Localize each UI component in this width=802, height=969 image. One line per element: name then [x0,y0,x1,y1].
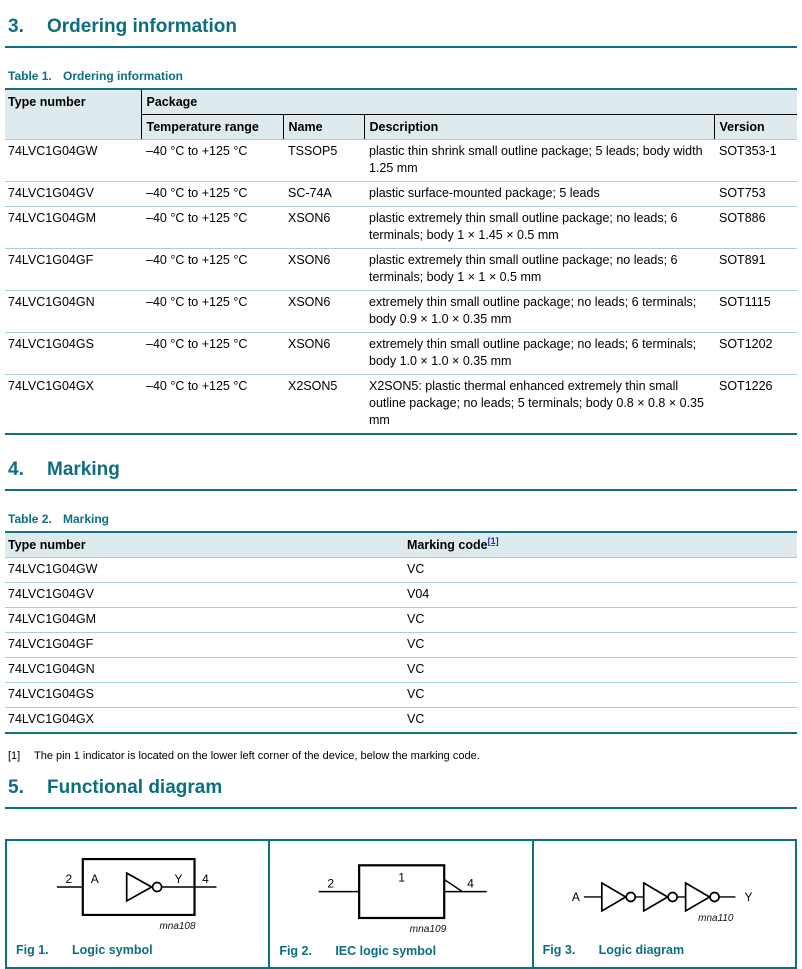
cell-package-name: XSON6 [283,249,364,291]
table-row [5,333,797,375]
cell-description: plastic surface-mounted package; 5 leads [364,182,714,207]
cell-marking-code: VC [402,658,797,683]
cell-version: SOT1115 [714,291,797,333]
cell-type-number: 74LVC1G04GW [5,558,402,583]
section-number: 5. [8,777,24,798]
inverter-triangle-icon [643,883,667,911]
table-row [5,558,797,583]
inversion-bubble-icon [626,892,635,901]
figure-number: Fig 2. [279,944,312,959]
cell-type-number: 74LVC1G04GM [5,207,141,249]
output-label: Y [174,872,183,887]
inversion-bubble-icon [710,892,719,901]
cell-package-name: TSSOP5 [283,140,364,182]
section-title: Marking [47,459,120,480]
figure-iec-logic-symbol [268,841,531,967]
cell-marking-code: V04 [402,583,797,608]
section-title: Ordering information [47,16,237,37]
cell-version: SOT1202 [714,333,797,375]
footnote-marker: [1] [8,750,21,762]
inversion-bubble-icon [153,883,162,892]
table-row [5,608,797,633]
output-pin-number: 4 [467,876,475,891]
table-row [5,291,797,333]
section-title: Functional diagram [47,777,223,798]
input-label: A [571,889,580,904]
cell-type-number: 74LVC1G04GW [5,140,141,182]
cell-type-number: 74LVC1G04GX [8,379,94,393]
polarity-indicator-icon [445,879,463,891]
cell-package-name: XSON6 [283,291,364,333]
cell-temperature-range: –40 °C to +125 °C [141,140,283,182]
figure-title: Logic diagram [598,943,685,957]
footnote-reference-link[interactable]: [1] [487,535,499,546]
figure-title: IEC logic symbol [335,944,437,959]
table-header-row [5,532,797,558]
marking-code-label: Marking code [407,538,488,552]
cell-temperature-range: –40 °C to +125 °C [141,333,283,375]
cell-description: extremely thin small outline package; no leads; 6 terminals; body 1.0 × 1.0 × 0.35 mm [364,333,714,375]
cell-version: SOT886 [714,207,797,249]
cell-type-number: 74LVC1G04GV [5,182,141,207]
cell-description: plastic thin shrink small outline package; 5 leads; body width 1.25 mm [364,140,714,182]
section-5-heading [5,777,797,809]
functional-diagram-figures [5,839,797,969]
cell-type-number: 74LVC1G04GN [5,658,402,683]
cell-type-number: 74LVC1G04GS [5,333,141,375]
figure-caption [534,941,795,967]
cell-type-number: 74LVC1G04GM [5,608,402,633]
col-header-type-number: Type number [5,89,141,140]
table-caption-title: Ordering information [63,69,183,83]
block-label: 1 [398,870,406,885]
col-header-package: Package [141,89,797,115]
col-header-version: Version [714,115,797,140]
table-caption-title: Marking [63,512,110,526]
cell-type-number: 74LVC1G04GV [5,583,402,608]
figure-logic-diagram [532,841,795,967]
drawing-reference: mna108 [159,920,196,932]
logic-diagram-drawing [534,841,795,941]
cell-type-number: 74LVC1G04GX [8,712,94,726]
table-row [5,708,797,734]
table-row [5,375,797,435]
cell-temperature-range: –40 °C to +125 °C [141,207,283,249]
table-2-caption [5,512,797,526]
logic-symbol-drawing [7,841,268,941]
cell-package-name: XSON6 [283,207,364,249]
input-label: A [90,872,99,887]
input-pin-number: 2 [65,872,73,887]
cell-marking-code: VC [407,712,425,726]
figure-caption [270,942,531,968]
section-number: 4. [8,459,24,480]
figure-caption [7,941,268,967]
drawing-reference: mna110 [697,912,734,924]
section-4-heading [5,459,797,491]
cell-marking-code: VC [402,633,797,658]
col-header-temperature-range: Temperature range [141,115,283,140]
figure-logic-symbol [7,841,268,967]
ordering-information-table [5,88,797,435]
cell-description: plastic extremely thin small outline package; no leads; 6 terminals; body 1 × 1 × 0.5 mm [364,249,714,291]
cell-marking-code: VC [402,558,797,583]
cell-description: X2SON5: plastic thermal enhanced extremely thin small outline package; no leads; 5 terminals; body 0.8 × 0.8 × 0.35 mm [369,379,704,427]
cell-type-number: 74LVC1G04GF [5,249,141,291]
cell-package-name: XSON6 [283,333,364,375]
table-row [5,182,797,207]
cell-temperature-range: –40 °C to +125 °C [141,249,283,291]
cell-temperature-range: –40 °C to +125 °C [141,291,283,333]
col-header-description: Description [364,115,714,140]
output-label: Y [744,889,753,904]
marking-table [5,531,797,734]
cell-marking-code: VC [402,683,797,708]
cell-description: plastic extremely thin small outline package; no leads; 6 terminals; body 1 × 1.45 × 0.5 mm [364,207,714,249]
inversion-bubble-icon [668,892,677,901]
cell-description: extremely thin small outline package; no leads; 6 terminals; body 0.9 × 1.0 × 0.35 mm [364,291,714,333]
cell-type-number: 74LVC1G04GN [5,291,141,333]
footnote [5,750,797,763]
table-row [5,683,797,708]
cell-version: SOT753 [714,182,797,207]
table-caption-label: Table 1. [8,69,52,83]
table-row [5,658,797,683]
table-row [5,633,797,658]
cell-type-number: 74LVC1G04GF [5,633,402,658]
figure-number: Fig 3. [542,943,576,957]
col-header-name: Name [283,115,364,140]
table-row [5,140,797,182]
input-pin-number: 2 [327,876,335,891]
cell-marking-code: VC [402,608,797,633]
inverter-triangle-icon [685,883,709,911]
table-row [5,207,797,249]
output-pin-number: 4 [202,872,209,887]
cell-package-name: SC-74A [283,182,364,207]
cell-package-name: X2SON5 [288,379,338,393]
cell-version: SOT353-1 [714,140,797,182]
col-header-type-number: Type number [5,532,402,558]
iec-logic-symbol-drawing [270,841,531,942]
cell-version: SOT891 [714,249,797,291]
section-3-heading [5,16,797,48]
drawing-reference: mna109 [410,924,447,936]
footnote-text: The pin 1 indicator is located on the lower left corner of the device, below the marking code. [34,750,480,762]
figure-number: Fig 1. [16,943,49,957]
cell-temperature-range: –40 °C to +125 °C [141,182,283,207]
inverter-triangle-icon [601,883,625,911]
table-row [5,583,797,608]
section-number: 3. [8,16,24,37]
cell-version: SOT1226 [719,379,773,393]
table-caption-label: Table 2. [8,512,52,526]
cell-temperature-range: –40 °C to +125 °C [146,379,248,393]
table-row [5,249,797,291]
table-header-row [5,89,797,115]
figure-title: Logic symbol [72,943,153,957]
col-header-marking-code [402,532,797,558]
table-1-caption [5,69,797,83]
cell-type-number: 74LVC1G04GS [5,683,402,708]
